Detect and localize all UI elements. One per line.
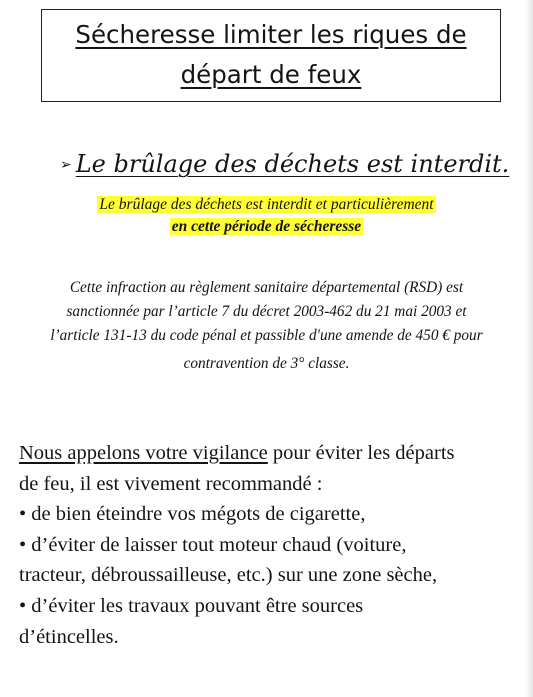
title-line-1: Sécheresse limiter les riques de bbox=[75, 20, 467, 49]
vigilance-line-5: tracteur, débroussailleuse, etc.) sur une zone sèche, bbox=[19, 564, 438, 587]
title-box bbox=[41, 9, 501, 102]
infraction-line-3: l’article 131-13 du code pénal et passible d'une amende de 450 € pour bbox=[50, 327, 483, 344]
highlight-line-2: en cette période de sécheresse bbox=[171, 218, 362, 235]
vigilance-bullet-2: • d’éviter de laisser tout moteur chaud (voiture, bbox=[19, 533, 407, 556]
vigilance-line-7: d’étincelles. bbox=[19, 625, 119, 648]
infraction-line-2: sanctionnée par l’article 7 du décret 2003-462 du 21 mai 2003 et bbox=[66, 303, 467, 320]
vigilance-line-1-rest: pour éviter les départs bbox=[267, 442, 455, 464]
highlight-line-1: Le brûlage des déchets est interdit et particulièrement bbox=[99, 196, 434, 213]
arrow-bullet-icon: ➢ bbox=[60, 157, 72, 173]
vigilance-line-1 bbox=[19, 438, 519, 469]
page-edge-shadow bbox=[525, 0, 533, 697]
vigilance-paragraph bbox=[19, 438, 519, 652]
vigilance-bullet-1: • de bien éteindre vos mégots de cigarette, bbox=[19, 503, 366, 526]
vigilance-underlined: Nous appelons votre vigilance bbox=[19, 442, 268, 464]
vigilance-line-2: de feu, il est vivement recommandé : bbox=[19, 472, 323, 495]
highlight-notice bbox=[0, 194, 533, 238]
vigilance-bullet-3: • d’éviter les travaux pouvant être sources bbox=[19, 594, 364, 617]
heading-text: Le brûlage des déchets est interdit. bbox=[75, 150, 510, 178]
title-line-2: départ de feux bbox=[180, 60, 362, 89]
infraction-line-4: contravention de 3° classe. bbox=[183, 355, 350, 372]
section-heading bbox=[60, 150, 509, 178]
infraction-line-1: Cette infraction au règlement sanitaire départemental (RSD) est bbox=[69, 279, 464, 296]
infraction-paragraph bbox=[10, 276, 523, 376]
